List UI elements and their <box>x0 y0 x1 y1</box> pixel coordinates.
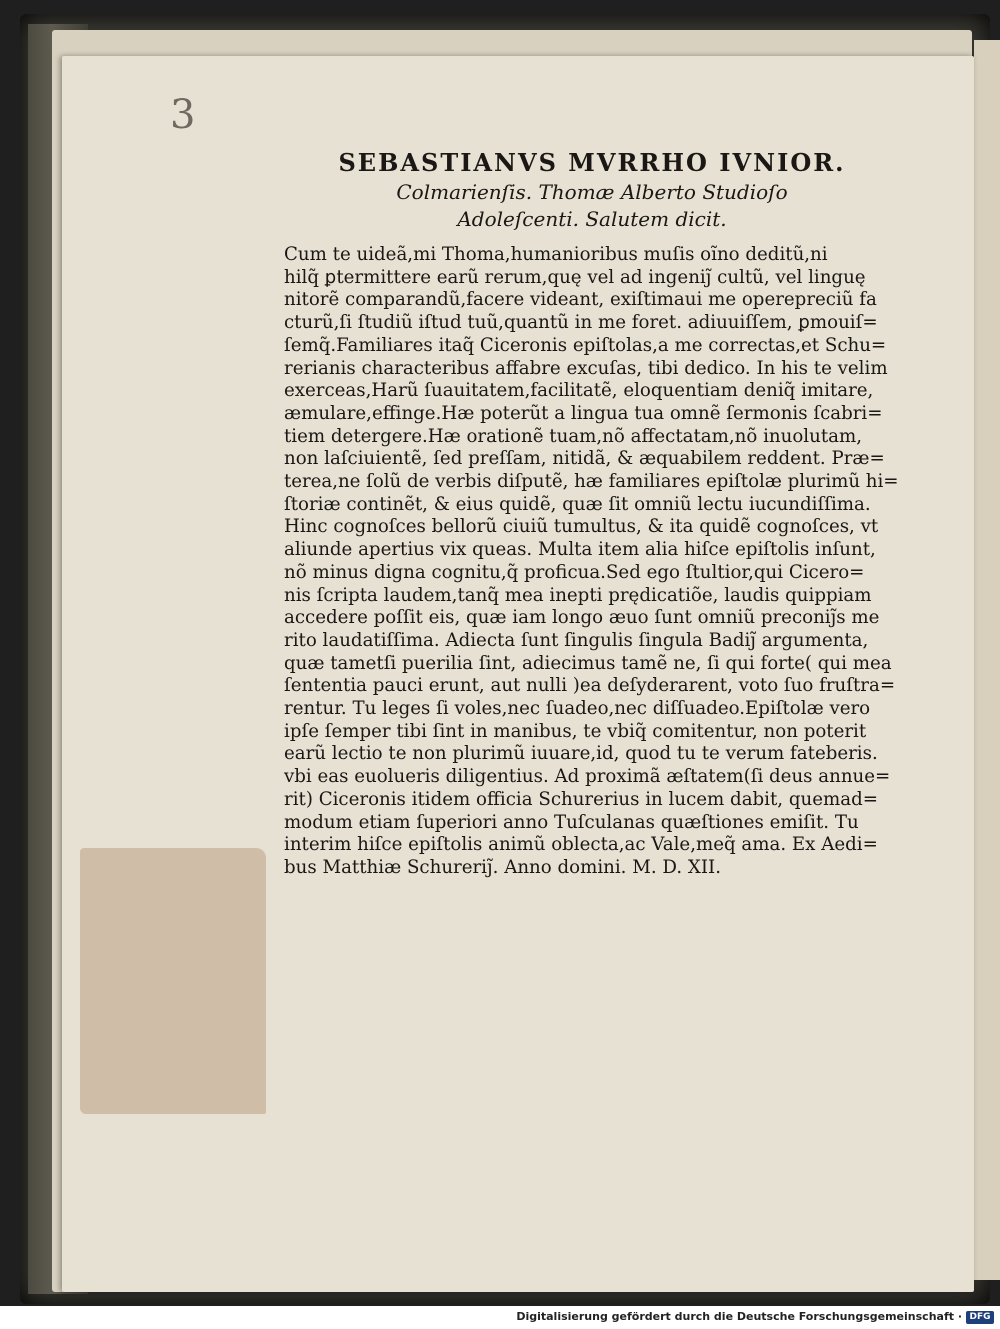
text-line: cturũ,ſi ſtudiũ iſtud tuũ,quantũ in me foret. adiuuiſſem, ꝑmouiſ= <box>284 312 878 334</box>
text-line: nis ſcripta laudem,tanq̃ mea inepti prędicatiõe, laudis quippiam <box>284 584 872 606</box>
text-line: rerianis characteribus affabre excuſas, tibi dedico. In his te velim <box>284 357 888 379</box>
text-line: accedere poſſit eis, quæ iam longo æuo ſunt omniũ preconiȷ̃s me <box>284 607 880 629</box>
text-line: ſtoriæ continẽt, & eius quidẽ, quæ ſit omniũ lectu iucundiſſima. <box>284 493 871 515</box>
text-line: terea,ne ſolũ de verbis diſputẽ, hæ familiares epiſtolæ plurimũ hi= <box>284 471 898 493</box>
text-line: exerceas,Harũ ſuauitatem,facilitatẽ, eloquentiam deniq̃ imitare, <box>284 380 874 402</box>
text-line: aliunde apertius vix queas. Multa item alia hiſce epiſtolis inſunt, <box>284 539 876 561</box>
text-line: modum etiam ſuperiori anno Tuſculanas quæſtiones emiſit. Tu <box>284 811 859 833</box>
text-line: bus Matthiæ Schureriȷ̃. Anno domini. M. D. XII. <box>284 856 722 878</box>
text-line: Hinc cognoſces bellorũ ciuiũ tumultus, & ita quidẽ cognoſces, vt <box>284 516 879 538</box>
heading-line-3: Adoleſcenti. Salutem dicit. <box>457 207 727 231</box>
letter-heading <box>282 148 902 231</box>
text-line: vbi eas euolueris diligentius. Ad proximã æſtatem(ſi deus annue= <box>284 766 891 788</box>
text-line: ſententia pauci erunt, aut nulli )ea deſyderarent, voto ſuo fruſtra= <box>284 675 896 697</box>
text-line: non laſciuientẽ, ſed preſſam, nitidã, & æquabilem reddent. Præ= <box>284 448 885 470</box>
text-line: æmulare,effinge.Hæ poterũt a lingua tua omnẽ ſermonis ſcabri= <box>284 402 883 424</box>
heading-line-2: Colmarienſis. Thomæ Alberto Studioſo <box>396 180 788 204</box>
facing-page-edge <box>974 40 1000 1280</box>
letter-body <box>284 244 898 880</box>
text-line: ſemq̃.Familiares itaq̃ Ciceronis epiſtolas,a me correctas,et Schu= <box>284 334 887 356</box>
text-line: rito laudatiſſima. Adiecta ſunt ſingulis ſingula Badiȷ̃ argumenta, <box>284 629 869 651</box>
text-line: hilq̃ ꝑtermittere earũ rerum,quę vel ad ingeniȷ̃ cultũ, vel linguę <box>284 266 866 288</box>
water-stain <box>80 848 266 1114</box>
text-line: nõ minus digna cognitu,q̃ proficua.Sed ego ſtultior,qui Cicero= <box>284 561 865 583</box>
text-line: nitorẽ comparandũ,facere videant, exiſtimaui me operepreciũ fa <box>284 289 877 311</box>
text-line: quæ tametſi puerilia ſint, adiecimus tamẽ ne, ſi qui forte( qui mea <box>284 652 892 674</box>
funding-credit: Digitalisierung gefördert durch die Deutsche Forschungsgemeinschaft · <box>516 1310 962 1323</box>
heading-line-1: SEBASTIANVS MVRRHO IVNIOR. <box>338 148 846 177</box>
pencil-folio-mark: 3 <box>170 92 196 138</box>
text-line: rentur. Tu leges ſi voles,nec ſuadeo,nec diſſuadeo.Epiſtolæ vero <box>284 698 871 720</box>
text-line: interim hiſce epiſtolis animũ oblecta,ac Vale,meq̃ ama. Ex Aedi= <box>284 834 878 856</box>
text-line: ipſe ſemper tibi ſint in manibus, te vbiq̃ comitentur, non poterit <box>284 720 867 742</box>
text-line: Cum te uideã,mi Thoma,humanioribus muſis oĩno deditũ,ni <box>284 244 828 265</box>
footer-bar <box>0 1306 1000 1329</box>
text-line: rit) Ciceronis itidem officia Schurerius in lucem dabit, quemad= <box>284 788 878 810</box>
text-line: earũ lectio te non plurimũ iuuare,id, quod tu te verum fateberis. <box>284 743 878 765</box>
dfg-logo-icon: DFG <box>966 1311 994 1324</box>
text-line: tiem detergere.Hæ orationẽ tuam,nõ affectatam,nõ inuolutam, <box>284 425 863 447</box>
